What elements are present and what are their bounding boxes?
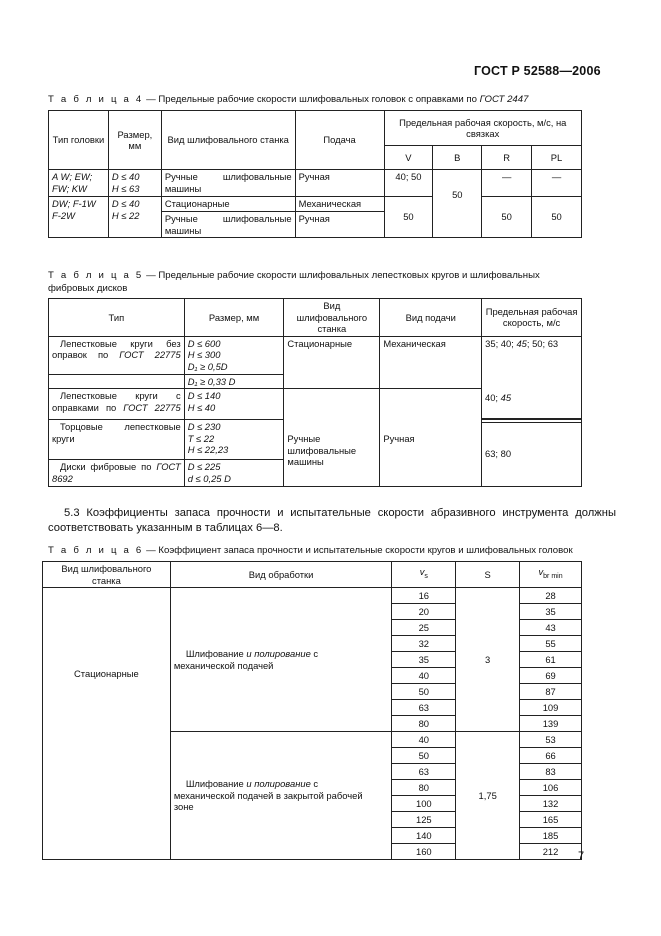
table-6	[42, 561, 585, 862]
t6-group2-vbr-cell: 66	[520, 748, 582, 764]
t5-r4-size	[184, 460, 284, 487]
t6-group1-vbr-cell: 28	[520, 588, 582, 604]
t4-r2-feed-b: Ручная	[295, 212, 384, 238]
t5-r2-type	[49, 389, 185, 420]
t5-r3-size2: T ≤ 22	[187, 432, 215, 444]
table5-caption	[48, 269, 588, 295]
t6-group2-vs-cell: 140	[392, 828, 456, 844]
t5-r1-machine: Стационарные	[284, 336, 380, 389]
t4-r1-v: 40; 50	[384, 170, 433, 197]
t6-body	[43, 588, 585, 862]
table5-caption-text: — Предельные рабочие скорости шлифовальных лепестковых кругов и шлифовальных фибровых дисков	[48, 270, 540, 294]
t5-header-size: Размер, мм	[184, 299, 284, 337]
t6-group2-vbr-cell: 212	[520, 844, 582, 860]
t6-group1-vs-cell: 35	[392, 652, 456, 668]
t4-r1-size1: D ≤ 40	[111, 171, 140, 182]
t6-group2-vbr-cell: 83	[520, 764, 582, 780]
t6-group1-vs-cell: 20	[392, 604, 456, 620]
t6-group2-vbr-cell: 53	[520, 732, 582, 748]
t5-r4-type-text: Диски фибровые по	[60, 461, 157, 472]
t6-group1-vbr-cell: 55	[520, 636, 582, 652]
t5-merged-speed: 63; 80	[485, 448, 512, 459]
table6-caption	[48, 544, 608, 557]
t5-r2-speed-text	[485, 392, 511, 403]
t5-r1-size1: D ≤ 600	[187, 337, 221, 349]
t4-r2-machine-b: Ручные шлифовальные машины	[161, 212, 295, 238]
t5-header-speed: Предельная рабочая скорость, м/с	[482, 299, 582, 337]
t6-group1-vbr-cell: 69	[520, 668, 582, 684]
t6-group2-s: 1,75	[456, 732, 520, 860]
t4-header-machine: Вид шлифовального станка	[161, 111, 295, 170]
t5-r1-feed: Механическая	[380, 336, 482, 389]
t4-r1-pl: —	[532, 170, 582, 197]
t5-r4-type	[49, 460, 185, 487]
t5-r1-type-ref: ГОСТ 22775	[119, 349, 181, 360]
t6-group1-text-b: и полирование	[246, 648, 311, 659]
t6-header-vbr-sub: br min	[543, 573, 563, 581]
t6-group2-vbr-cell: 165	[520, 812, 582, 828]
t6-group1-vs-cell: 40	[392, 668, 456, 684]
t5-r1-size3: D₁ ≥ 0,5D	[187, 360, 228, 372]
table6-caption-text: — Коэффициент запаса прочности и испытательные скорости кругов и шлифовальных головок	[143, 545, 573, 556]
t5-header-machine: Вид шлифовального станка	[284, 299, 380, 337]
t4-r2-feed-a: Механическая	[295, 197, 384, 212]
t5-r1-speed	[482, 336, 582, 420]
t5-r2-type-ref: ГОСТ 22775	[123, 401, 181, 413]
t6-group2-text-b: и полирование	[246, 778, 311, 790]
t6-group1-vbr-cell: 61	[520, 652, 582, 668]
t4-r1-type	[49, 170, 109, 197]
t5-speed-divider	[482, 418, 582, 419]
t6-header-vs-text: v	[419, 566, 425, 578]
t5-r1b-size-text: D₁ ≥ 0,33 D	[187, 375, 236, 387]
paragraph-5-3: 5.3 Коэффициенты запаса прочности и испытательные скорости абразивного инструмента должны соответствовать указанным в таблицах 6—8.	[48, 507, 616, 534]
t5-r2-speed-b: 45	[500, 392, 512, 403]
t6-group1-vs-cell: 50	[392, 684, 456, 700]
t6-group2-text-a: Шлифование	[185, 778, 247, 790]
t5-merged-feed: Ручная	[380, 389, 482, 487]
t6-header-vbr	[520, 562, 582, 588]
t6-group1-text-a: Шлифование	[185, 648, 247, 659]
table-4	[48, 110, 582, 238]
t6-group2-vs-cell: 63	[392, 764, 456, 780]
t5-r4-size2: d ≤ 0,25 D	[187, 472, 231, 484]
t4-header-feed: Подача	[295, 111, 384, 170]
t4-r2-type-text: DW; F-1W F-2W	[52, 198, 96, 221]
t6-group1-processing	[170, 588, 392, 732]
t5-r4-type-ref: ГОСТ 8692	[52, 461, 181, 484]
t5-r1b-size	[184, 374, 284, 389]
t5-r1-speed-c: ; 50; 63	[526, 337, 559, 349]
t5-header-feed: Вид подачи	[380, 299, 482, 337]
t4-r1-feed: Ручная	[295, 170, 384, 197]
t4-r1-type-text: A W; EW; FW; KW	[52, 171, 93, 194]
t6-group2-vbr-cell: 185	[520, 828, 582, 844]
t4-r2-v: 50	[384, 197, 433, 238]
t6-header-s: S	[456, 562, 520, 588]
t6-group2-vs-cell: 40	[392, 732, 456, 748]
standard-number: ГОСТ Р 52588—2006	[474, 64, 601, 78]
t5-r3-size	[184, 420, 284, 460]
t4-r1-r: —	[482, 170, 532, 197]
t6-header-processing: Вид обработки	[170, 562, 392, 588]
t5-r2-size	[184, 389, 284, 420]
t6-header-machine: Вид шлифовального станка	[43, 562, 171, 588]
table4-label: Т а б л и ц а 4	[48, 94, 144, 105]
t6-group2-vs-cell: 125	[392, 812, 456, 828]
t5-r2-size2: H ≤ 40	[187, 401, 216, 413]
t5-merged-machine: Ручные шлифовальные машины	[284, 389, 380, 487]
t4-header-size: Размер, мм	[108, 111, 161, 170]
t4-r1-size	[108, 170, 161, 197]
t4-header-b: B	[433, 146, 482, 170]
table4-caption	[48, 93, 608, 106]
t4-header-r: R	[482, 146, 532, 170]
t4-b-merged: 50	[433, 170, 482, 238]
t6-group2-vs-cell: 100	[392, 796, 456, 812]
t4-r2-size2: H ≤ 22	[111, 209, 140, 221]
t5-r2-size1: D ≤ 140	[187, 390, 221, 401]
t5-r1-speed-b: 45	[516, 337, 527, 349]
table4-caption-text: — Предельные рабочие скорости шлифовальных головок с оправками по	[143, 94, 480, 105]
t6-group2-processing	[170, 732, 392, 860]
t6-group1-vbr-cell: 109	[520, 700, 582, 716]
t6-header-vs-sub: s	[424, 573, 428, 581]
t6-group1-text-c: с механической подачей	[173, 648, 319, 671]
t5-r2-speed-box	[482, 420, 581, 423]
t5-r2-type-text: Лепестковые круги с оправками по	[52, 390, 181, 413]
t4-header-pl: PL	[532, 146, 582, 170]
t6-group1-vbr-cell: 43	[520, 620, 582, 636]
t6-group1-vs-cell: 25	[392, 620, 456, 636]
t6-group1-vs-cell: 63	[392, 700, 456, 716]
t4-header-type: Тип головки	[49, 111, 109, 170]
t4-r2-pl: 50	[532, 197, 582, 238]
t4-r2-machine-a: Стационарные	[161, 197, 295, 212]
t6-group1-vs-cell: 32	[392, 636, 456, 652]
table6-label: Т а б л и ц а 6	[48, 545, 144, 556]
t6-group2-vs-cell: 80	[392, 780, 456, 796]
page-number: 7	[578, 850, 585, 862]
t5-r4-size1: D ≤ 225	[187, 461, 221, 472]
t5-r3-type: Торцовые лепестковые круги	[49, 420, 185, 460]
table-row	[43, 588, 582, 604]
t6-machine-merged: Стационарные	[43, 588, 171, 860]
t5-r1-speed-a: 35; 40;	[485, 337, 517, 349]
t6-group2-vbr-cell: 132	[520, 796, 582, 812]
t4-r2-size	[108, 197, 161, 238]
t6-group2-vs-cell: 50	[392, 748, 456, 764]
t6-header-vbr-text: v	[538, 566, 544, 578]
t5-r1-size2: H ≤ 300	[187, 349, 221, 360]
t6-group1-vbr-cell: 87	[520, 684, 582, 700]
t6-group2-text-c: с механической подачей в закрытой рабочей зоне	[173, 778, 363, 813]
t4-r1-machine: Ручные шлифовальные машины	[161, 170, 295, 197]
t6-group1-vs-cell: 16	[392, 588, 456, 604]
t6-group1-s: 3	[456, 588, 520, 732]
table5-label: Т а б л и ц а 5	[48, 270, 144, 281]
t5-r2-speed-a: 40;	[485, 392, 501, 403]
t4-r2-size1: D ≤ 40	[111, 198, 140, 209]
t5-r1-size	[184, 336, 284, 374]
t5-header-type: Тип	[49, 299, 185, 337]
t6-header-vs	[392, 562, 456, 588]
t6-group1-vs-cell: 80	[392, 716, 456, 732]
t6-group2-vs-cell: 160	[392, 844, 456, 860]
t6-group1-vbr-cell: 139	[520, 716, 582, 732]
table4-caption-ref: ГОСТ 2447	[479, 94, 529, 105]
t4-r2-type	[49, 197, 109, 238]
t5-r3-size1: D ≤ 230	[187, 421, 221, 432]
t4-r1-size2: H ≤ 63	[111, 182, 140, 194]
t6-group1-vbr-cell: 35	[520, 604, 582, 620]
t5-r1-type-text: Лепестковые круги без оправок по	[52, 337, 181, 360]
t4-header-speed: Предельная рабочая скорость, м/с, на связках	[384, 111, 582, 146]
t6-group2-vbr-cell: 106	[520, 780, 582, 796]
t5-r3-size3: H ≤ 22,23	[187, 444, 229, 455]
t5-r1-type	[49, 336, 185, 374]
t4-header-v: V	[384, 146, 433, 170]
t5-r1b-empty	[49, 374, 185, 389]
t4-r2-r: 50	[482, 197, 532, 238]
